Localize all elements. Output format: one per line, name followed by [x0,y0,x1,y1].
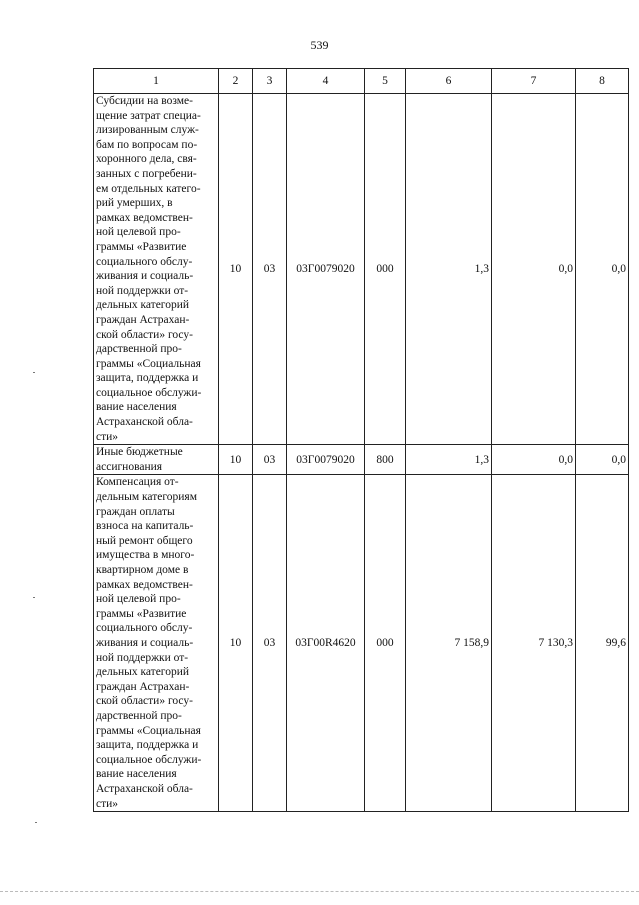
scan-speck [33,597,35,598]
execution-percent: 0,0 [576,94,629,445]
header-cell: 5 [365,69,406,94]
subsection-code: 03 [253,475,287,812]
expense-type-code: 000 [365,94,406,445]
description-line: ем отдельных катего- [96,182,201,195]
description-line: социального обслу- [96,622,193,635]
description-line: лизированным служ- [96,124,199,137]
description-line: дарственной про- [96,709,182,722]
description-line: квартирном доме в [96,564,189,576]
description-line: граждан Астрахан- [96,680,190,693]
description-line: защита, поддержка и [96,372,199,385]
description-line: Субсидии на возме- [96,95,193,107]
description-line: ассигнования [96,460,163,473]
description-line: ной поддержки от- [96,651,189,664]
planned-amount: 7 158,9 [406,475,492,812]
description-line: защита, поддержка и [96,739,199,752]
description-line: ной целевой про- [96,593,181,606]
description-line: дельных категорий [96,299,190,312]
description-line: рамках ведомствен- [96,578,193,591]
description-line: рий умерших, в [96,197,173,210]
planned-amount: 1,3 [406,94,492,445]
description-line: дельных категорий [96,666,190,679]
description-line: дельным категориям [96,491,197,504]
section-code: 10 [219,445,253,475]
header-cell: 6 [406,69,492,94]
description-line: граммы «Социальная [96,724,201,737]
description-line: рамках ведомствен- [96,211,193,224]
description-line: живания и социаль- [96,636,194,649]
description-line: Иные бюджетные [96,446,183,459]
description-line: щение затрат специа- [96,109,201,122]
execution-percent: 99,6 [576,475,629,812]
description-line: сти» [96,797,119,810]
header-row [94,69,629,94]
executed-amount: 0,0 [492,445,576,475]
row-description [94,94,219,445]
executed-amount: 0,0 [492,94,576,445]
description-line: сти» [96,430,119,443]
description-line: ной поддержки от- [96,284,189,297]
description-line: ной целевой про- [96,226,181,239]
executed-amount: 7 130,3 [492,475,576,812]
description-line: граммы «Развитие [96,240,187,253]
description-line: дарственной про- [96,343,182,356]
description-line: ской области» госу- [96,695,193,708]
target-article-code: 03Г0079020 [287,94,365,445]
table-row [94,475,629,812]
description-line: граждан оплаты [96,505,175,518]
subsection-code: 03 [253,445,287,475]
section-code: 10 [219,94,253,445]
description-line: Астраханской обла- [96,416,193,429]
description-line: Компенсация от- [96,476,179,489]
description-line: социальное обслужи- [96,753,202,766]
description-line: социального обслу- [96,255,193,268]
planned-amount: 1,3 [406,445,492,475]
row-description [94,475,219,812]
description-line: Астраханской обла- [96,782,193,795]
description-line: имущества в много- [96,549,195,562]
section-code: 10 [219,475,253,812]
description-line: ской области» госу- [96,328,193,341]
execution-percent: 0,0 [576,445,629,475]
description-line: ный ремонт общего [96,534,193,547]
row-description [94,445,219,475]
header-cell: 8 [576,69,629,94]
description-line: социальное обслужи- [96,386,202,399]
header-cell: 1 [94,69,219,94]
table-row [94,94,629,445]
target-article-code: 03Г0079020 [287,445,365,475]
header-cell: 7 [492,69,576,94]
description-line: хоронного дела, свя- [96,153,197,166]
scan-speck [33,372,35,373]
description-line: граммы «Социальная [96,357,201,370]
scan-speck [35,822,37,823]
budget-table [93,68,629,812]
header-cell: 3 [253,69,287,94]
scan-edge-line [0,891,639,892]
expense-type-code: 800 [365,445,406,475]
description-line: живания и социаль- [96,270,194,283]
description-line: граммы «Развитие [96,607,187,620]
description-line: вание населения [96,401,177,414]
page-number: 539 [310,38,329,52]
header-cell: 2 [219,69,253,94]
description-line: бам по вопросам по- [96,138,198,151]
subsection-code: 03 [253,94,287,445]
table-row [94,445,629,475]
description-line: вание населения [96,768,177,781]
description-line: взноса на капиталь- [96,520,194,533]
description-line: граждан Астрахан- [96,313,190,326]
header-cell: 4 [287,69,365,94]
expense-type-code: 000 [365,475,406,812]
description-line: занных с погребени- [96,167,197,180]
target-article-code: 03Г00R4620 [287,475,365,812]
